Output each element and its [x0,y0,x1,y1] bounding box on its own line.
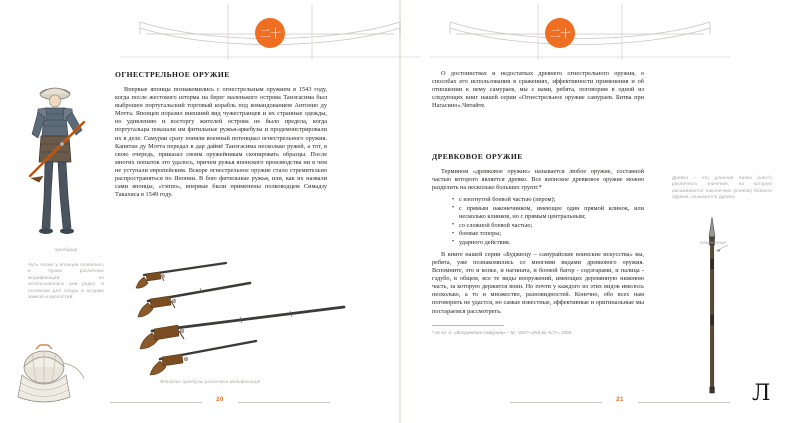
caption-arquebuses: Японские аркебузы различных модификаций [160,379,261,384]
header-ornament-right [430,4,730,60]
book-gutter [399,0,401,423]
publisher-logo-glyph: Л [752,381,771,406]
footer-rule-left-b [238,402,330,403]
illustration-arquebuses [130,255,380,375]
margin-note-left: Чуть позже у японцев появились и пушки различных модификаций, но использовались они редко, в основном для осады и штурма замков и крепостей. [28,262,104,300]
footer-rule-right-b [638,402,730,403]
footer-rule-left-a [110,402,202,403]
right-intro-column [432,70,644,114]
paragraph-polearms-definition: Термином «древковое оружие» называется любое оружие, составной частью которого является древко. Все японское древковое оружие можно разделить на несколько больших групп:* [432,168,644,192]
left-text-column [115,70,327,203]
footnote-source: * по кн. А. «Вооружение самураев» – М.: ООО «Изд-во АСТ», 2004 [432,329,572,335]
page-number-right: 21 [616,397,624,403]
footer-rule-right-a [510,402,602,403]
paragraph-firearms: Впервые японцы познакомились с огнестрельным оружием в 1543 году, когда после жестокого шторма на берег маленького острова Танэгасима был выброшен португальский торговый корабль под командованием Антонио ду Мотта. Японцев поразил внешний вид чужестранцев и их странные одежды, но удивлению и восторгу жителей острова не было предела, когда португальцы показали им фитильные ружья-аркебузы и продемонстрировали их в деле. Самураи сразу поняли военный потенциал огнестрельного оружия. Капитан ду Мотта передал в дар даймё Танэгасима несколько ружей, а тот, в свою очередь, приказал своим оружейникам скопировать образцы. После многих попыток это удалось, причем ружья японского производства ни в чем не уступали европейским. Вскоре огнестрельное оружие стало стремительно распространяться по Японии. В бою фитильные ружья, или, как их назвали сами японцы, «тэппо», впервые были применены полководцем Симадзу Такахиса в 1549 году. [115,86,327,199]
list-item: • боевые топоры; [452,230,644,238]
paragraph-firearms-outro: О достоинствах и недостатках древнего огнестрельного оружия, о способах его использования в сражениях, эффективности применения и об отношении к нему самураев, мы с вами, ребята, поговорим в одной из следующих книг нашей серии «Огнестрельное оружие самураев. Битва при Нагасино».Читайте. [432,70,644,110]
chapter-number-disc-left [255,18,285,48]
polearm-type-list [432,196,644,247]
label-spearhead: Наконечник [700,240,726,245]
list-item: • с изогнутой боевой частью (пером); [452,196,644,204]
footer-left [110,397,330,407]
paragraph-polearms-series: В книге нашей серии «Буджюцу – самурайские воинские искусства» вы, ребята, уже познакомились со многими видами древкового оружия. Вспомните, это и копье, и нагината, и боевой багор - содэгарами, и палица - гэдубо, в общем, все те виды вооружений, имеющих деревянную нижнюю часть, за которую держится воин. Но почти у каждого из этих видов имелось несколько, а то и множество, разновидностей. Конечно, обо всех нам поговорить не удастся, но самые известные, эффективные и оригинальные мы постараемся рассмотреть. [432,250,644,315]
footnote-divider [432,325,504,326]
list-item: • ударного действия. [452,239,644,247]
publisher-logo [752,383,778,411]
section-title-firearms: ОГНЕСТРЕЛЬНОЕ ОРУЖИЕ [115,70,230,79]
chapter-kanji-right: 二十 [550,26,570,40]
chapter-kanji-left: 二十 [260,26,280,40]
list-item: • с прямым наконечником, имеющее один прямой клинок, или несколько клинков, но с прямым центральным; [452,205,644,221]
illustration-helmet [14,345,92,407]
chapter-number-disc-right [545,18,575,48]
page-number-left: 20 [216,397,224,403]
footer-right [510,397,730,407]
right-text-column [432,152,644,336]
caption-arquebusier: Аркебузир [54,247,78,252]
illustration-arquebusier [22,78,98,243]
margin-note-right: Древко – это длинная палка (шест) различного значения, на которую насаживается наконечник (клинок) боевого оружия, называется древко. [672,175,772,200]
section-title-polearms: ДРЕВКОВОЕ ОРУЖИЕ [432,152,523,161]
list-item: • со сложной боевой частью; [452,222,644,230]
